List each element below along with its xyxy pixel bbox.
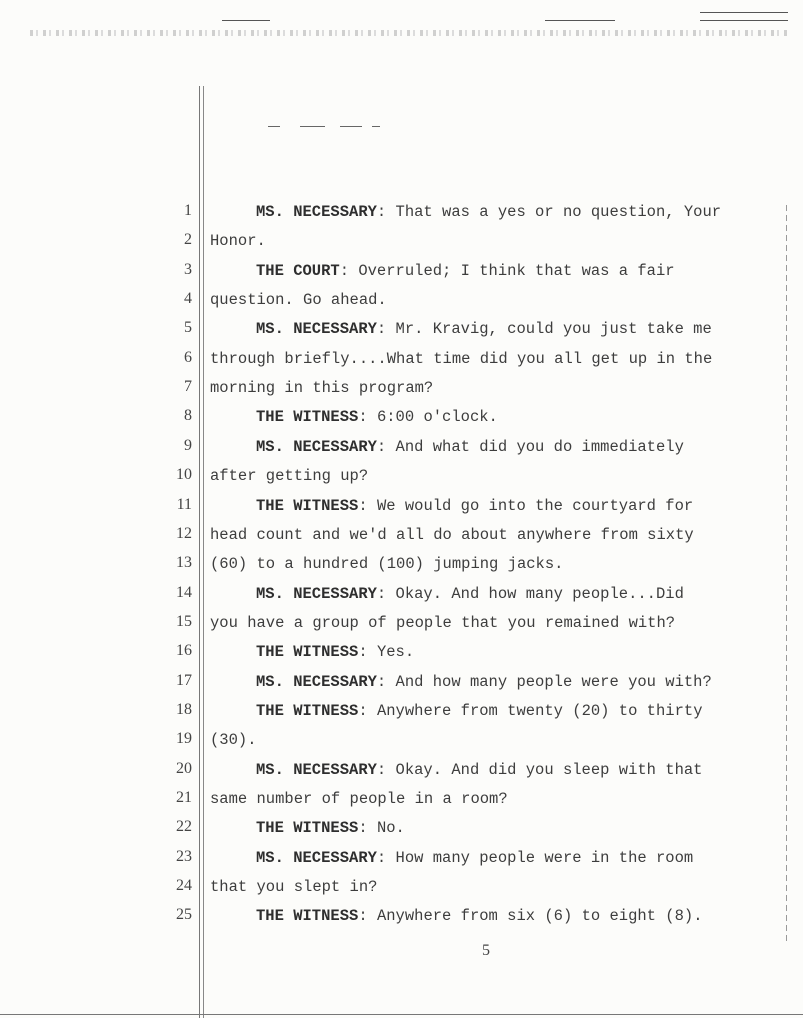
speaker-label: MS. NECESSARY xyxy=(256,761,377,779)
header-dash xyxy=(300,126,325,127)
speaker-line xyxy=(256,643,803,661)
line-number: 2 xyxy=(184,231,192,248)
line-number: 11 xyxy=(176,496,192,513)
line-text: morning in this program? xyxy=(210,379,434,397)
continuation-line xyxy=(210,555,780,573)
line-number: 6 xyxy=(184,349,192,366)
line-number: 16 xyxy=(176,642,192,659)
line-text: : Yes. xyxy=(358,643,414,661)
continuation-line xyxy=(210,291,780,309)
line-text: : And what did you do immediately xyxy=(377,438,684,456)
speaker-line xyxy=(256,702,803,720)
line-number: 3 xyxy=(184,261,192,278)
line-text: after getting up? xyxy=(210,467,369,485)
line-number: 8 xyxy=(184,407,192,424)
continuation-line xyxy=(210,614,780,632)
speaker-label: THE WITNESS xyxy=(256,408,359,426)
speaker-label: MS. NECESSARY xyxy=(256,203,377,221)
left-margin-border xyxy=(199,86,204,1018)
continuation-line xyxy=(210,731,780,749)
line-number: 18 xyxy=(176,701,192,718)
line-text: question. Go ahead. xyxy=(210,291,387,309)
speaker-label: THE WITNESS xyxy=(256,497,359,515)
line-text: same number of people in a room? xyxy=(210,790,508,808)
continuation-line xyxy=(210,379,780,397)
header-rule xyxy=(222,20,270,21)
speaker-label: THE WITNESS xyxy=(256,907,359,925)
speaker-label: MS. NECESSARY xyxy=(256,673,377,691)
header-rule xyxy=(700,20,788,21)
continuation-line xyxy=(210,790,780,808)
line-number: 14 xyxy=(176,584,192,601)
line-number: 7 xyxy=(184,378,192,395)
continuation-line xyxy=(210,350,780,368)
line-text: (60) to a hundred (100) jumping jacks. xyxy=(210,555,564,573)
speaker-line xyxy=(256,849,803,867)
speaker-line xyxy=(256,262,803,280)
line-number: 13 xyxy=(176,554,192,571)
page-number: 5 xyxy=(482,942,490,959)
bottom-rule xyxy=(0,1014,803,1015)
speaker-line xyxy=(256,761,803,779)
line-text: head count and we'd all do about anywhere from sixty xyxy=(210,526,694,544)
scan-noise-strip xyxy=(30,30,790,36)
line-number: 5 xyxy=(184,319,192,336)
speaker-line xyxy=(256,408,803,426)
line-number: 23 xyxy=(176,848,192,865)
speaker-label: MS. NECESSARY xyxy=(256,438,377,456)
line-text: (30). xyxy=(210,731,257,749)
line-text: that you slept in? xyxy=(210,878,378,896)
continuation-line xyxy=(210,232,780,250)
speaker-line xyxy=(256,320,803,338)
line-text: : 6:00 o'clock. xyxy=(358,408,498,426)
speaker-line xyxy=(256,585,803,603)
line-number: 10 xyxy=(176,466,192,483)
line-text: : No. xyxy=(358,819,405,837)
line-text: : Anywhere from six (6) to eight (8). xyxy=(358,907,702,925)
speaker-label: MS. NECESSARY xyxy=(256,849,377,867)
line-number: 17 xyxy=(176,672,192,689)
speaker-line xyxy=(256,497,803,515)
line-text: : Okay. And how many people...Did xyxy=(377,585,684,603)
line-number: 4 xyxy=(184,290,192,307)
line-text: : How many people were in the room xyxy=(377,849,693,867)
continuation-line xyxy=(210,467,780,485)
line-text: : We would go into the courtyard for xyxy=(358,497,693,515)
line-text: : Overruled; I think that was a fair xyxy=(340,262,675,280)
speaker-label: THE WITNESS xyxy=(256,819,359,837)
speaker-line xyxy=(256,819,803,837)
header-rule xyxy=(700,12,788,13)
speaker-label: MS. NECESSARY xyxy=(256,585,377,603)
speaker-label: THE WITNESS xyxy=(256,702,359,720)
line-text: : Okay. And did you sleep with that xyxy=(377,761,703,779)
speaker-label: THE WITNESS xyxy=(256,643,359,661)
speaker-label: MS. NECESSARY xyxy=(256,320,377,338)
line-number: 15 xyxy=(176,613,192,630)
header-dash xyxy=(372,126,380,127)
line-text: : Mr. Kravig, could you just take me xyxy=(377,320,712,338)
continuation-line xyxy=(210,878,780,896)
line-text: : Anywhere from twenty (20) to thirty xyxy=(358,702,702,720)
line-number: 20 xyxy=(176,760,192,777)
speaker-label: THE COURT xyxy=(256,262,340,280)
line-number: 24 xyxy=(176,877,192,894)
line-number: 12 xyxy=(176,525,192,542)
line-number: 19 xyxy=(176,730,192,747)
header-dash xyxy=(340,126,362,127)
header-dash xyxy=(268,126,280,127)
line-number: 22 xyxy=(176,818,192,835)
line-text: : That was a yes or no question, Your xyxy=(377,203,721,221)
header-rule xyxy=(545,20,615,21)
line-text: you have a group of people that you remained with? xyxy=(210,614,676,632)
line-text: through briefly....What time did you all get up in the xyxy=(210,350,713,368)
line-text: : And how many people were you with? xyxy=(377,673,712,691)
speaker-line xyxy=(256,438,803,456)
line-text: Honor. xyxy=(210,232,266,250)
continuation-line xyxy=(210,526,780,544)
speaker-line xyxy=(256,673,803,691)
speaker-line xyxy=(256,907,803,925)
line-number: 1 xyxy=(184,202,192,219)
speaker-line xyxy=(256,203,803,221)
line-number: 25 xyxy=(176,906,192,923)
line-number: 21 xyxy=(176,789,192,806)
line-number: 9 xyxy=(184,437,192,454)
